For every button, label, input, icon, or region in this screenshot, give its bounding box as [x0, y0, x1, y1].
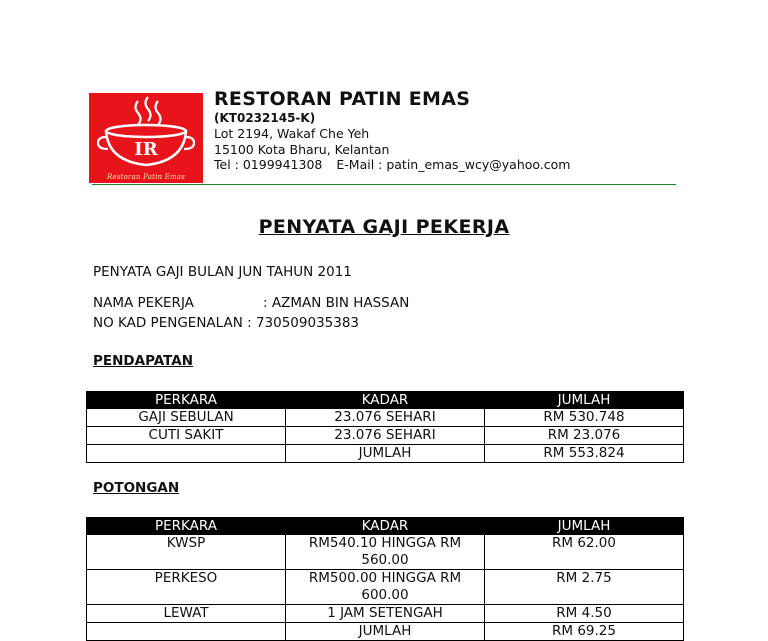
- ic-label: NO KAD PENGENALAN: [93, 315, 243, 331]
- table-cell: GAJI SEBULAN: [87, 409, 286, 427]
- ic-row: [93, 315, 359, 331]
- table-cell: RM500.00 HINGGA RM 600.00: [286, 570, 485, 605]
- column-header: JUMLAH: [485, 518, 684, 535]
- potongan-table: [86, 517, 684, 641]
- potongan-heading: POTONGAN: [93, 480, 180, 496]
- address-line-2: 15100 Kota Bharu, Kelantan: [214, 141, 390, 157]
- table-cell: RM 553.824: [485, 445, 684, 463]
- contact-line: [214, 157, 570, 173]
- table-cell: RM 23.076: [485, 427, 684, 445]
- table-cell: 1 JAM SETENGAH: [286, 605, 485, 623]
- table-row: [87, 427, 684, 445]
- pendapatan-heading: PENDAPATAN: [93, 353, 194, 369]
- company-name: RESTORAN PATIN EMAS: [214, 88, 471, 110]
- table-cell: [87, 445, 286, 463]
- logo-caption: Restoran Patin Emas: [107, 173, 185, 181]
- address-line-1: Lot 2194, Wakaf Che Yeh: [214, 126, 370, 141]
- pendapatan-table: [86, 391, 684, 463]
- svg-text:IR: IR: [134, 139, 158, 160]
- telephone: Tel : 0199941308: [214, 157, 323, 172]
- table-cell: 23.076 SEHARI: [286, 409, 485, 427]
- table-cell: RM 69.25: [485, 623, 684, 641]
- email: E-Mail : patin_emas_wcy@yahoo.com: [336, 157, 571, 172]
- table-cell: RM 2.75: [485, 570, 684, 605]
- employee-name-value: : AZMAN BIN HASSAN: [263, 295, 410, 311]
- company-header: [214, 90, 570, 173]
- company-registration: (KT0232145-K): [214, 111, 316, 125]
- column-header: KADAR: [286, 518, 485, 535]
- table-cell: KWSP: [87, 535, 286, 570]
- table-total-row: [87, 623, 684, 641]
- table-header-row: [87, 518, 684, 535]
- table-cell: PERKESO: [87, 570, 286, 605]
- table-cell: 23.076 SEHARI: [286, 427, 485, 445]
- employee-name-row: [93, 295, 409, 311]
- table-cell: JUMLAH: [286, 623, 485, 641]
- soup-pot-icon: [89, 93, 203, 183]
- column-header: PERKARA: [87, 518, 286, 535]
- table-cell: LEWAT: [87, 605, 286, 623]
- pay-period: PENYATA GAJI BULAN JUN TAHUN 2011: [93, 264, 352, 280]
- table-cell: RM 4.50: [485, 605, 684, 623]
- table-total-row: [87, 445, 684, 463]
- table-header-row: [87, 392, 684, 409]
- column-header: JUMLAH: [485, 392, 684, 409]
- column-header: KADAR: [286, 392, 485, 409]
- employee-name-label: NAMA PEKERJA: [93, 295, 194, 311]
- table-cell: CUTI SAKIT: [87, 427, 286, 445]
- company-logo: [89, 93, 203, 183]
- table-cell: RM540.10 HINGGA RM 560.00: [286, 535, 485, 570]
- table-cell: RM 62.00: [485, 535, 684, 570]
- document-title: PENYATA GAJI PEKERJA: [258, 216, 510, 238]
- table-row: [87, 409, 684, 427]
- table-cell: [87, 623, 286, 641]
- table-row: [87, 535, 684, 570]
- table-row: [87, 605, 684, 623]
- header-divider: [92, 184, 676, 185]
- ic-value: : 730509035383: [247, 315, 360, 331]
- table-cell: RM 530.748: [485, 409, 684, 427]
- column-header: PERKARA: [87, 392, 286, 409]
- table-cell: JUMLAH: [286, 445, 485, 463]
- table-row: [87, 570, 684, 605]
